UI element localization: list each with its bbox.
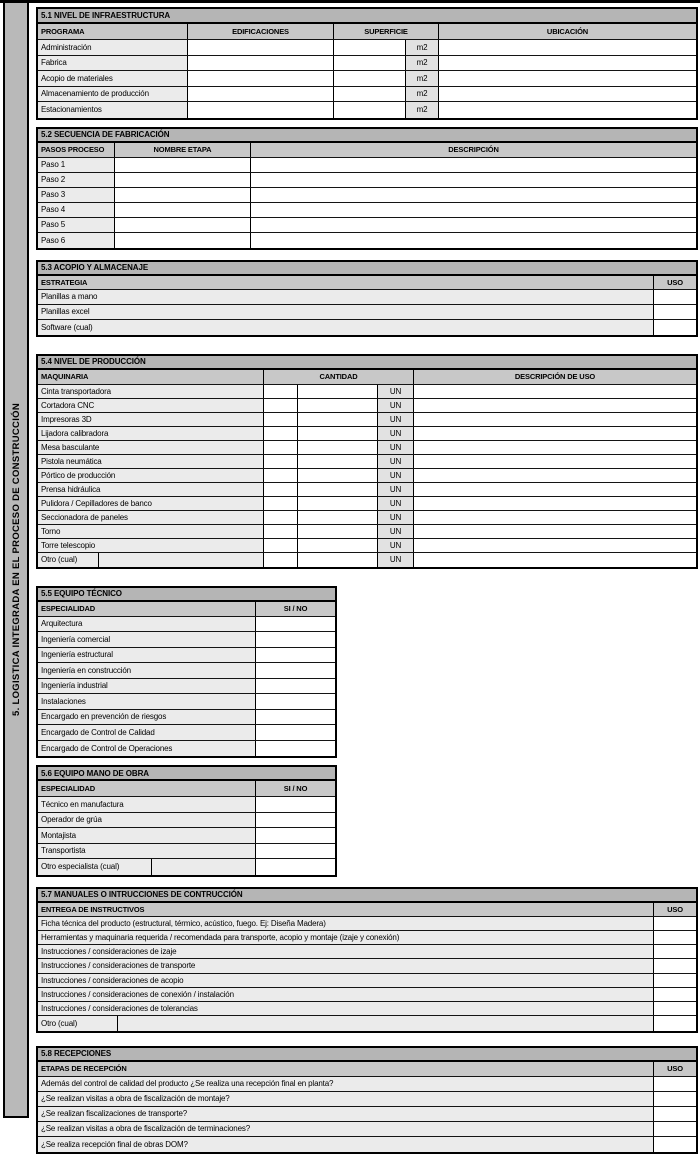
unit-cell: UN [378, 469, 414, 482]
row-label: Software (cual) [38, 320, 654, 335]
row-label: Paso 5 [38, 218, 115, 232]
table-row [38, 188, 696, 203]
row-label: Ficha técnica del producto (estructural, térmico, acústico, fuego. Ej: Diseña Madera) [38, 917, 654, 930]
input-cell[interactable] [256, 663, 335, 678]
input-cell[interactable] [654, 931, 696, 944]
section-title-5-3: 5.3 ACOPIO Y ALMACENAJE [38, 262, 696, 276]
input-cell[interactable] [256, 617, 335, 632]
row-label: Ingeniería estructural [38, 648, 256, 663]
row-label: Torre telescopio [38, 539, 264, 552]
input-cell[interactable] [654, 305, 696, 319]
column-header: ESPECIALIDAD [38, 602, 256, 616]
input-cell[interactable] [298, 525, 378, 538]
table-row [38, 988, 696, 1002]
input-cell[interactable] [654, 290, 696, 304]
column-header: USO [667, 277, 683, 287]
section-title-5-2: 5.2 SECUENCIA DE FABRICACIÓN [38, 129, 696, 143]
input-cell[interactable] [654, 917, 696, 930]
input-cell[interactable] [188, 102, 334, 118]
row-label: Administración [38, 40, 188, 55]
table-row [38, 632, 335, 648]
header-row [38, 602, 335, 617]
row-label: Ingeniería en construcción [38, 663, 256, 678]
row-label: Ingeniería comercial [38, 632, 256, 647]
row-label: Paso 3 [38, 188, 115, 202]
table-row [38, 741, 335, 757]
row-label: Planillas a mano [38, 290, 654, 304]
row-label: Otro (cual) [38, 1016, 118, 1030]
input-cell[interactable] [439, 56, 696, 71]
row-label: Además del control de calidad del producto ¿Se realiza una recepción final en planta? [38, 1077, 654, 1091]
input-cell[interactable] [334, 56, 406, 71]
unit-cell: m2 [406, 87, 439, 102]
table-row [38, 71, 696, 87]
unit-cell: UN [378, 497, 414, 510]
header-row [38, 1062, 696, 1077]
unit-cell: UN [378, 441, 414, 454]
unit-cell: m2 [406, 56, 439, 71]
row-label: Impresoras 3D [38, 413, 264, 426]
section-table-5-5 [36, 586, 337, 759]
unit-cell: UN [378, 553, 414, 567]
input-cell[interactable] [334, 102, 406, 118]
table-row [38, 56, 696, 72]
input-cell[interactable] [188, 56, 334, 71]
chapter-sidebar [3, 1, 29, 1118]
column-header: DESCRIPCIÓN DE USO [514, 372, 596, 381]
table-row [38, 290, 696, 305]
input-cell[interactable] [298, 385, 378, 398]
input-cell[interactable] [298, 483, 378, 496]
table-row [38, 663, 335, 679]
unit-cell: UN [378, 511, 414, 524]
table-row [38, 945, 696, 959]
unit-cell: m2 [406, 40, 439, 55]
unit-cell: m2 [406, 71, 439, 86]
row-label: Técnico en manufactura [38, 797, 256, 812]
input-cell[interactable] [264, 525, 298, 538]
input-cell[interactable] [414, 469, 696, 482]
row-label: Paso 2 [38, 173, 115, 187]
section-table-5-7 [36, 887, 698, 1033]
input-cell[interactable] [654, 320, 696, 335]
input-cell[interactable] [414, 413, 696, 426]
input-cell[interactable] [264, 455, 298, 468]
input-cell[interactable] [256, 828, 335, 843]
header-row [38, 781, 335, 797]
input-cell[interactable] [654, 1137, 696, 1152]
input-cell[interactable] [264, 539, 298, 552]
header-row [38, 24, 696, 40]
row-label: Instrucciones / consideraciones de acopio [38, 974, 654, 987]
input-cell[interactable] [334, 87, 406, 102]
input-cell[interactable] [654, 988, 696, 1001]
column-header: EDIFICACIONES [188, 24, 334, 39]
row-label: Pórtico de producción [38, 469, 264, 482]
row-label: Lijadora calibradora [38, 427, 264, 440]
section-table-5-2 [36, 127, 698, 250]
input-cell[interactable] [414, 385, 696, 398]
section-table-5-8 [36, 1046, 698, 1154]
unit-cell: UN [378, 399, 414, 412]
table-row [38, 525, 696, 539]
input-cell[interactable] [264, 497, 298, 510]
input-cell[interactable] [115, 158, 251, 172]
column-header: ESPECIALIDAD [38, 781, 256, 796]
table-row [38, 399, 696, 413]
table-row [38, 455, 696, 469]
table-row [38, 1122, 696, 1137]
row-label: Encargado en prevención de riesgos [38, 710, 256, 725]
row-label: Instrucciones / consideraciones de tolerancias [38, 1002, 654, 1015]
input-cell[interactable] [115, 218, 251, 232]
input-cell[interactable] [188, 87, 334, 102]
input-cell[interactable] [414, 455, 696, 468]
table-row [38, 173, 696, 188]
column-header: SI / NO [283, 784, 308, 793]
section-table-5-3 [36, 260, 698, 337]
table-row [38, 102, 696, 118]
input-cell[interactable] [439, 102, 696, 118]
table-row [38, 797, 335, 813]
section-title-5-6: 5.6 EQUIPO MANO DE OBRA [38, 767, 335, 781]
row-label: Encargado de Control de Operaciones [38, 741, 256, 757]
input-cell[interactable] [414, 553, 696, 567]
row-label: Fabrica [38, 56, 188, 71]
table-row [38, 87, 696, 103]
input-cell[interactable] [264, 413, 298, 426]
column-header: MAQUINARIA [38, 370, 264, 384]
input-cell[interactable] [251, 233, 696, 248]
row-label: Ingeniería industrial [38, 679, 256, 694]
input-cell[interactable] [298, 553, 378, 567]
row-label: Paso 6 [38, 233, 115, 248]
input-cell[interactable] [414, 497, 696, 510]
input-cell[interactable] [654, 1077, 696, 1091]
input-cell[interactable] [414, 539, 696, 552]
other-specify-input[interactable] [118, 1016, 654, 1030]
input-cell[interactable] [188, 40, 334, 55]
table-row [38, 218, 696, 233]
table-row [38, 828, 335, 844]
table-row [38, 694, 335, 710]
column-header: PROGRAMA [38, 24, 188, 39]
input-cell[interactable] [298, 399, 378, 412]
input-cell[interactable] [654, 959, 696, 972]
row-label: Almacenamiento de producción [38, 87, 188, 102]
column-header: DESCRIPCIÓN [448, 145, 499, 154]
row-label: Cortadora CNC [38, 399, 264, 412]
row-label: Estacionamientos [38, 102, 188, 118]
row-label: Paso 4 [38, 203, 115, 217]
input-cell[interactable] [439, 40, 696, 55]
input-cell[interactable] [654, 1122, 696, 1136]
table-row [38, 679, 335, 695]
section-title-5-8: 5.8 RECEPCIONES [38, 1048, 696, 1062]
row-label: Instrucciones / consideraciones de conexión / instalación [38, 988, 654, 1001]
column-header: UBICACIÓN [546, 27, 589, 36]
table-row [38, 305, 696, 320]
table-row [38, 1002, 696, 1016]
input-cell[interactable] [414, 483, 696, 496]
chapter-sidebar-label: 5. LOGISTICA INTEGRADA EN EL PROCESO DE CONSTRUCCIÓN [10, 403, 22, 716]
row-label: Instalaciones [38, 694, 256, 709]
header-row [38, 370, 696, 385]
column-header: USO [667, 904, 683, 914]
unit-cell: m2 [406, 102, 439, 118]
other-specify-input[interactable] [99, 553, 264, 567]
row-label: Montajista [38, 828, 256, 843]
table-row [38, 974, 696, 988]
section-title-5-7: 5.7 MANUALES O INTRUCCIONES DE CONTRUCCIÓN [38, 889, 696, 903]
form-content [36, 3, 700, 1154]
table-row [38, 483, 696, 497]
input-cell[interactable] [188, 71, 334, 86]
table-row [38, 931, 696, 945]
row-label: Otro especialista (cual) [38, 859, 152, 875]
input-cell[interactable] [256, 844, 335, 859]
column-header: CANTIDAD [264, 370, 414, 384]
table-row [38, 441, 696, 455]
input-cell[interactable] [115, 188, 251, 202]
unit-cell: UN [378, 539, 414, 552]
table-row [38, 233, 696, 248]
column-header: NOMBRE ETAPA [115, 143, 251, 157]
table-row [38, 469, 696, 483]
row-label: ¿Se realizan fiscalizaciones de transporte? [38, 1107, 654, 1121]
table-row [38, 725, 335, 741]
input-cell[interactable] [298, 539, 378, 552]
header-row [38, 143, 696, 158]
unit-cell: UN [378, 455, 414, 468]
section-title-5-1: 5.1 NIVEL DE INFRAESTRUCTURA [38, 9, 696, 24]
input-cell[interactable] [334, 40, 406, 55]
input-cell[interactable] [654, 1107, 696, 1121]
input-cell[interactable] [298, 469, 378, 482]
table-row [38, 859, 335, 875]
unit-cell: UN [378, 525, 414, 538]
input-cell[interactable] [414, 427, 696, 440]
input-cell[interactable] [414, 441, 696, 454]
row-label: Instrucciones / consideraciones de transporte [38, 959, 654, 972]
input-cell[interactable] [256, 648, 335, 663]
row-label: Pistola neumática [38, 455, 264, 468]
unit-cell: UN [378, 413, 414, 426]
row-label: Cinta transportadora [38, 385, 264, 398]
input-cell[interactable] [654, 1016, 696, 1030]
header-row [38, 903, 696, 917]
unit-cell: UN [378, 483, 414, 496]
section-table-5-6 [36, 765, 337, 877]
input-cell[interactable] [256, 813, 335, 828]
input-cell[interactable] [251, 203, 696, 217]
table-row [38, 617, 335, 633]
row-label: Pulidora / Cepilladores de banco [38, 497, 264, 510]
input-cell[interactable] [256, 725, 335, 740]
section-title-5-5: 5.5 EQUIPO TÉCNICO [38, 588, 335, 602]
input-cell[interactable] [264, 469, 298, 482]
row-label: ¿Se realizan visitas a obra de fiscalización de montaje? [38, 1092, 654, 1106]
input-cell[interactable] [654, 945, 696, 958]
section-title-5-4: 5.4 NIVEL DE PRODUCCIÓN [38, 356, 696, 370]
row-label: Acopio de materiales [38, 71, 188, 86]
row-label: ¿Se realizan visitas a obra de fiscalización de terminaciones? [38, 1122, 654, 1136]
row-label: Transportista [38, 844, 256, 859]
column-header: ENTREGA DE INSTRUCTIVOS [38, 903, 654, 916]
table-row [38, 1016, 696, 1030]
table-row [38, 539, 696, 553]
table-row [38, 844, 335, 860]
input-cell[interactable] [298, 511, 378, 524]
input-cell[interactable] [256, 710, 335, 725]
section-table-5-4 [36, 354, 698, 569]
table-row [38, 710, 335, 726]
row-label: Instrucciones / consideraciones de izaje [38, 945, 654, 958]
input-cell[interactable] [298, 441, 378, 454]
row-label: Encargado de Control de Calidad [38, 725, 256, 740]
table-row [38, 917, 696, 931]
column-header: ETAPAS DE RECEPCIÓN [38, 1062, 654, 1076]
input-cell[interactable] [298, 413, 378, 426]
input-cell[interactable] [256, 797, 335, 812]
input-cell[interactable] [256, 679, 335, 694]
unit-cell: UN [378, 385, 414, 398]
column-header: PASOS PROCESO [38, 143, 115, 157]
unit-cell: UN [378, 427, 414, 440]
input-cell[interactable] [256, 741, 335, 757]
column-header: ESTRATEGIA [38, 276, 654, 289]
section-table-5-1 [36, 7, 698, 120]
input-cell[interactable] [414, 511, 696, 524]
table-row [38, 1092, 696, 1107]
table-row [38, 40, 696, 56]
input-cell[interactable] [264, 385, 298, 398]
input-cell[interactable] [115, 233, 251, 248]
input-cell[interactable] [654, 1092, 696, 1106]
input-cell[interactable] [251, 218, 696, 232]
table-row [38, 497, 696, 511]
input-cell[interactable] [251, 188, 696, 202]
row-label: Planillas excel [38, 305, 654, 319]
table-row [38, 1077, 696, 1092]
table-row [38, 813, 335, 829]
table-row [38, 203, 696, 218]
table-row [38, 158, 696, 173]
row-label: Prensa hidráulica [38, 483, 264, 496]
row-label: Operador de grúa [38, 813, 256, 828]
other-specify-input[interactable] [152, 859, 256, 875]
header-row [38, 276, 696, 290]
input-cell[interactable] [439, 71, 696, 86]
table-row [38, 511, 696, 525]
input-cell[interactable] [264, 553, 298, 567]
input-cell[interactable] [264, 511, 298, 524]
input-cell[interactable] [298, 497, 378, 510]
input-cell[interactable] [298, 427, 378, 440]
table-row [38, 385, 696, 399]
table-row [38, 553, 696, 567]
input-cell[interactable] [115, 203, 251, 217]
table-row [38, 320, 696, 335]
column-header: USO [667, 1064, 683, 1073]
row-label: Arquitectura [38, 617, 256, 632]
row-label: ¿Se realiza recepción final de obras DOM? [38, 1137, 654, 1152]
input-cell[interactable] [264, 483, 298, 496]
table-row [38, 1137, 696, 1152]
input-cell[interactable] [334, 71, 406, 86]
table-row [38, 959, 696, 973]
row-label: Mesa basculante [38, 441, 264, 454]
table-row [38, 427, 696, 441]
row-label: Paso 1 [38, 158, 115, 172]
table-row [38, 648, 335, 664]
input-cell[interactable] [256, 632, 335, 647]
input-cell[interactable] [298, 455, 378, 468]
row-label: Otro (cual) [38, 553, 99, 567]
table-row [38, 1107, 696, 1122]
input-cell[interactable] [654, 974, 696, 987]
input-cell[interactable] [414, 399, 696, 412]
input-cell[interactable] [439, 87, 696, 102]
input-cell[interactable] [264, 399, 298, 412]
input-cell[interactable] [251, 173, 696, 187]
row-label: Seccionadora de paneles [38, 511, 264, 524]
input-cell[interactable] [256, 694, 335, 709]
input-cell[interactable] [256, 859, 335, 875]
input-cell[interactable] [414, 525, 696, 538]
column-header: SUPERFICIE [334, 24, 439, 39]
column-header: SI / NO [283, 604, 308, 613]
input-cell[interactable] [251, 158, 696, 172]
row-label: Herramientas y maquinaria requerida / recomendada para transporte, acopio y montaje (izaje y conexión) [38, 931, 654, 944]
input-cell[interactable] [264, 427, 298, 440]
input-cell[interactable] [115, 173, 251, 187]
table-row [38, 413, 696, 427]
input-cell[interactable] [654, 1002, 696, 1015]
input-cell[interactable] [264, 441, 298, 454]
row-label: Torno [38, 525, 264, 538]
